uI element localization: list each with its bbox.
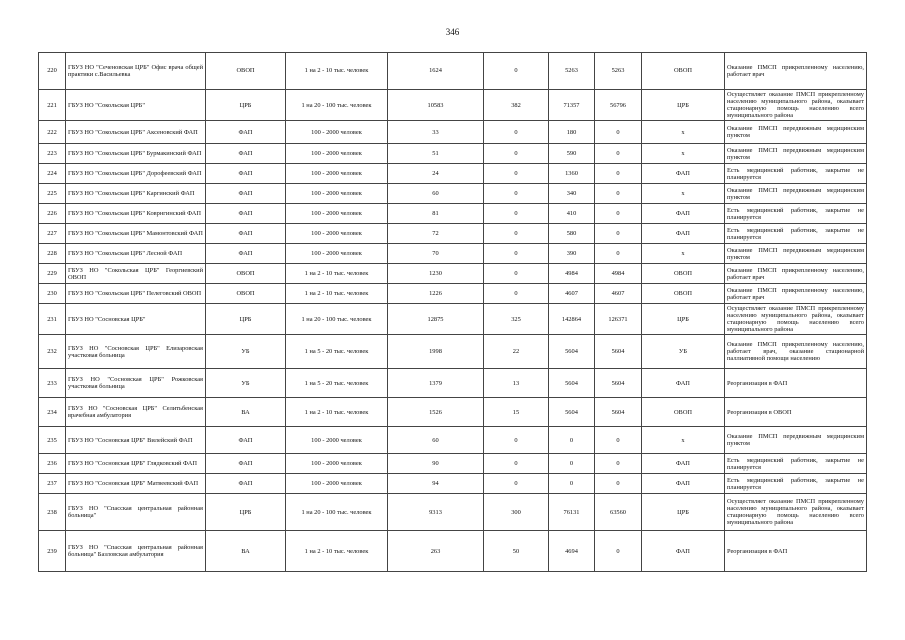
facility-name: ГБУЗ НО "Сокольская ЦРБ" Лесной ФАП bbox=[66, 244, 206, 264]
population-norm: 100 - 2000 человек bbox=[286, 474, 388, 494]
row-number: 224 bbox=[39, 164, 66, 184]
population-norm: 100 - 2000 человек bbox=[286, 144, 388, 164]
registry-table-body bbox=[39, 53, 867, 572]
table-row bbox=[39, 244, 867, 264]
note-cell: Осуществляет оказание ПМСП прикрепленному населению муниципального района, оказывает стационарную помощь населению всего муниципального района bbox=[725, 90, 867, 121]
population-norm: 100 - 2000 человек bbox=[286, 454, 388, 474]
facility-type: УБ bbox=[206, 369, 286, 398]
target-type: ФАП bbox=[642, 531, 725, 572]
table-row bbox=[39, 427, 867, 454]
note-cell: Есть медицинский работник, закрытие не планируется bbox=[725, 164, 867, 184]
population-norm: 1 на 2 - 10 тыс. человек bbox=[286, 284, 388, 304]
value-col-4: 126371 bbox=[595, 304, 642, 335]
value-col-3: 0 bbox=[549, 427, 595, 454]
note-cell: Оказание ПМСП передвижным медицинским пунктом bbox=[725, 144, 867, 164]
target-type: ФАП bbox=[642, 224, 725, 244]
value-col-1: 51 bbox=[388, 144, 484, 164]
facility-name: ГБУЗ НО "Сокольская ЦРБ" Каргинский ФАП bbox=[66, 184, 206, 204]
population-norm: 1 на 5 - 20 тыс. человек bbox=[286, 369, 388, 398]
value-col-1: 263 bbox=[388, 531, 484, 572]
row-number: 238 bbox=[39, 494, 66, 531]
row-number: 226 bbox=[39, 204, 66, 224]
table-row bbox=[39, 121, 867, 144]
facility-name: ГБУЗ НО "Сосновская ЦРБ" bbox=[66, 304, 206, 335]
facility-type: ЦРБ bbox=[206, 494, 286, 531]
value-col-3: 1360 bbox=[549, 164, 595, 184]
value-col-4: 0 bbox=[595, 427, 642, 454]
value-col-3: 0 bbox=[549, 474, 595, 494]
value-col-4: 63560 bbox=[595, 494, 642, 531]
value-col-2: 0 bbox=[484, 144, 549, 164]
value-col-4: 0 bbox=[595, 204, 642, 224]
value-col-4: 5604 bbox=[595, 369, 642, 398]
value-col-2: 0 bbox=[484, 164, 549, 184]
population-norm: 1 на 20 - 100 тыс. человек bbox=[286, 304, 388, 335]
value-col-4: 0 bbox=[595, 531, 642, 572]
value-col-1: 1230 bbox=[388, 264, 484, 284]
facility-type: ОВОП bbox=[206, 264, 286, 284]
population-norm: 1 на 5 - 20 тыс. человек bbox=[286, 335, 388, 369]
table-row bbox=[39, 164, 867, 184]
value-col-1: 81 bbox=[388, 204, 484, 224]
table-row bbox=[39, 184, 867, 204]
value-col-3: 142864 bbox=[549, 304, 595, 335]
value-col-2: 0 bbox=[484, 121, 549, 144]
note-cell: Оказание ПМСП прикрепленному населению, работает врач bbox=[725, 284, 867, 304]
note-cell: Оказание ПМСП передвижным медицинским пунктом bbox=[725, 184, 867, 204]
facility-type: ЦРБ bbox=[206, 304, 286, 335]
target-type: ОВОП bbox=[642, 53, 725, 90]
facility-type: ОВОП bbox=[206, 284, 286, 304]
value-col-1: 9313 bbox=[388, 494, 484, 531]
table-row bbox=[39, 474, 867, 494]
value-col-2: 0 bbox=[484, 204, 549, 224]
note-cell: Оказание ПМСП передвижным медицинским пунктом bbox=[725, 121, 867, 144]
value-col-4: 5263 bbox=[595, 53, 642, 90]
value-col-3: 5604 bbox=[549, 335, 595, 369]
target-type: х bbox=[642, 184, 725, 204]
value-col-2: 0 bbox=[484, 244, 549, 264]
target-type: ФАП bbox=[642, 204, 725, 224]
value-col-2: 300 bbox=[484, 494, 549, 531]
row-number: 230 bbox=[39, 284, 66, 304]
value-col-1: 90 bbox=[388, 454, 484, 474]
table-row bbox=[39, 454, 867, 474]
table-row bbox=[39, 264, 867, 284]
row-number: 232 bbox=[39, 335, 66, 369]
target-type: х bbox=[642, 427, 725, 454]
facility-type: ОВОП bbox=[206, 53, 286, 90]
facility-name: ГБУЗ НО "Сосновская ЦРБ" Вилейский ФАП bbox=[66, 427, 206, 454]
value-col-1: 10583 bbox=[388, 90, 484, 121]
target-type: х bbox=[642, 144, 725, 164]
note-cell: Есть медицинский работник, закрытие не планируется bbox=[725, 474, 867, 494]
facility-type: ВА bbox=[206, 398, 286, 427]
value-col-2: 13 bbox=[484, 369, 549, 398]
facility-name: ГБУЗ НО "Сокольская ЦРБ" Пелеговский ОВОП bbox=[66, 284, 206, 304]
population-norm: 100 - 2000 человек bbox=[286, 224, 388, 244]
target-type: ЦРБ bbox=[642, 494, 725, 531]
facility-name: ГБУЗ НО "Сокольская ЦРБ" Георгиевский ОВОП bbox=[66, 264, 206, 284]
value-col-3: 4694 bbox=[549, 531, 595, 572]
population-norm: 1 на 2 - 10 тыс. человек bbox=[286, 398, 388, 427]
value-col-3: 340 bbox=[549, 184, 595, 204]
row-number: 228 bbox=[39, 244, 66, 264]
value-col-4: 0 bbox=[595, 244, 642, 264]
value-col-1: 72 bbox=[388, 224, 484, 244]
facility-name: ГБУЗ НО "Сеченовская ЦРБ" Офис врача общей практики с.Васильевка bbox=[66, 53, 206, 90]
value-col-1: 70 bbox=[388, 244, 484, 264]
population-norm: 100 - 2000 человек bbox=[286, 427, 388, 454]
value-col-2: 0 bbox=[484, 184, 549, 204]
note-cell: Есть медицинский работник, закрытие не планируется bbox=[725, 454, 867, 474]
population-norm: 100 - 2000 человек bbox=[286, 244, 388, 264]
value-col-4: 56796 bbox=[595, 90, 642, 121]
row-number: 223 bbox=[39, 144, 66, 164]
value-col-1: 1526 bbox=[388, 398, 484, 427]
note-cell: Реорганизация в ФАП bbox=[725, 531, 867, 572]
value-col-2: 0 bbox=[484, 474, 549, 494]
population-norm: 100 - 2000 человек bbox=[286, 164, 388, 184]
note-cell: Оказание ПМСП передвижным медицинским пунктом bbox=[725, 427, 867, 454]
value-col-3: 76131 bbox=[549, 494, 595, 531]
value-col-3: 4607 bbox=[549, 284, 595, 304]
row-number: 229 bbox=[39, 264, 66, 284]
note-cell: Есть медицинский работник, закрытие не планируется bbox=[725, 204, 867, 224]
facility-name: ГБУЗ НО "Сокольская ЦРБ" Бурмакинский ФАП bbox=[66, 144, 206, 164]
value-col-3: 390 bbox=[549, 244, 595, 264]
value-col-2: 22 bbox=[484, 335, 549, 369]
table-row bbox=[39, 90, 867, 121]
facility-type: ФАП bbox=[206, 454, 286, 474]
facility-type: ВА bbox=[206, 531, 286, 572]
row-number: 236 bbox=[39, 454, 66, 474]
table-row bbox=[39, 335, 867, 369]
row-number: 234 bbox=[39, 398, 66, 427]
value-col-4: 4984 bbox=[595, 264, 642, 284]
table-row bbox=[39, 398, 867, 427]
facility-type: ФАП bbox=[206, 427, 286, 454]
value-col-4: 0 bbox=[595, 184, 642, 204]
facility-type: ФАП bbox=[206, 474, 286, 494]
value-col-2: 325 bbox=[484, 304, 549, 335]
table-row bbox=[39, 304, 867, 335]
note-cell: Реорганизация в ФАП bbox=[725, 369, 867, 398]
table-row bbox=[39, 369, 867, 398]
population-norm: 1 на 2 - 10 тыс. человек bbox=[286, 264, 388, 284]
note-cell: Осуществляет оказание ПМСП прикрепленному населению муниципального района, оказывает стационарную помощь населению всего муниципального района bbox=[725, 494, 867, 531]
page-number: 346 bbox=[445, 27, 460, 37]
population-norm: 100 - 2000 человек bbox=[286, 184, 388, 204]
value-col-3: 0 bbox=[549, 454, 595, 474]
facility-type: ФАП bbox=[206, 144, 286, 164]
value-col-1: 1379 bbox=[388, 369, 484, 398]
target-type: ФАП bbox=[642, 474, 725, 494]
target-type: ЦРБ bbox=[642, 90, 725, 121]
table-row bbox=[39, 144, 867, 164]
note-cell: Оказание ПМСП передвижным медицинским пунктом bbox=[725, 244, 867, 264]
value-col-1: 94 bbox=[388, 474, 484, 494]
value-col-2: 0 bbox=[484, 427, 549, 454]
value-col-4: 5604 bbox=[595, 398, 642, 427]
value-col-2: 382 bbox=[484, 90, 549, 121]
facility-name: ГБУЗ НО "Сокольская ЦРБ" Аксеновский ФАП bbox=[66, 121, 206, 144]
facility-name: ГБУЗ НО "Сокольская ЦРБ" Коврнгинский ФАП bbox=[66, 204, 206, 224]
value-col-1: 1226 bbox=[388, 284, 484, 304]
target-type: х bbox=[642, 244, 725, 264]
target-type: ОВОП bbox=[642, 284, 725, 304]
population-norm: 1 на 2 - 10 тыс. человек bbox=[286, 531, 388, 572]
note-cell: Есть медицинский работник, закрытие не планируется bbox=[725, 224, 867, 244]
facility-type: ФАП bbox=[206, 244, 286, 264]
population-norm: 1 на 2 - 10 тыс. человек bbox=[286, 53, 388, 90]
facility-name: ГБУЗ НО "Спасская центральная районная больница" Базловская амбулатория bbox=[66, 531, 206, 572]
target-type: ОВОП bbox=[642, 398, 725, 427]
note-cell: Осуществляет оказание ПМСП прикрепленному населению муниципального района, оказывает стационарную помощь населению всего муниципального района bbox=[725, 304, 867, 335]
row-number: 220 bbox=[39, 53, 66, 90]
value-col-3: 5263 bbox=[549, 53, 595, 90]
value-col-3: 71357 bbox=[549, 90, 595, 121]
note-cell: Оказание ПМСП прикрепленному населению, работает врач, оказание стационарной паллиативной помощи населению bbox=[725, 335, 867, 369]
facility-type: УБ bbox=[206, 335, 286, 369]
value-col-2: 0 bbox=[484, 284, 549, 304]
value-col-4: 0 bbox=[595, 474, 642, 494]
table-row bbox=[39, 204, 867, 224]
population-norm: 100 - 2000 человек bbox=[286, 121, 388, 144]
target-type: х bbox=[642, 121, 725, 144]
target-type: ОВОП bbox=[642, 264, 725, 284]
value-col-1: 12875 bbox=[388, 304, 484, 335]
facility-type: ФАП bbox=[206, 164, 286, 184]
facility-type: ФАП bbox=[206, 224, 286, 244]
facility-name: ГБУЗ НО "Сосновская ЦРБ" Елизаровская участковая больница bbox=[66, 335, 206, 369]
row-number: 231 bbox=[39, 304, 66, 335]
facility-name: ГБУЗ НО "Сосновская ЦРБ" Рожковская участковая больница bbox=[66, 369, 206, 398]
value-col-4: 0 bbox=[595, 164, 642, 184]
value-col-1: 1998 bbox=[388, 335, 484, 369]
value-col-2: 0 bbox=[484, 454, 549, 474]
target-type: ЦРБ bbox=[642, 304, 725, 335]
target-type: ФАП bbox=[642, 454, 725, 474]
value-col-1: 33 bbox=[388, 121, 484, 144]
value-col-4: 5604 bbox=[595, 335, 642, 369]
row-number: 235 bbox=[39, 427, 66, 454]
value-col-3: 580 bbox=[549, 224, 595, 244]
facility-name: ГБУЗ НО "Сосновская ЦРБ" Селитьбенская врачебная амбулатория bbox=[66, 398, 206, 427]
target-type: ФАП bbox=[642, 164, 725, 184]
value-col-4: 0 bbox=[595, 121, 642, 144]
note-cell: Реорганизация в ОВОП bbox=[725, 398, 867, 427]
facility-name: ГБУЗ НО "Сокольская ЦРБ" Дорофеевский ФАП bbox=[66, 164, 206, 184]
value-col-3: 180 bbox=[549, 121, 595, 144]
row-number: 225 bbox=[39, 184, 66, 204]
value-col-4: 0 bbox=[595, 224, 642, 244]
row-number: 233 bbox=[39, 369, 66, 398]
population-norm: 1 на 20 - 100 тыс. человек bbox=[286, 494, 388, 531]
target-type: УБ bbox=[642, 335, 725, 369]
value-col-4: 4607 bbox=[595, 284, 642, 304]
row-number: 222 bbox=[39, 121, 66, 144]
note-cell: Оказание ПМСП прикрепленному населению, работает врач bbox=[725, 264, 867, 284]
facility-type: ФАП bbox=[206, 184, 286, 204]
value-col-3: 410 bbox=[549, 204, 595, 224]
table-row bbox=[39, 494, 867, 531]
value-col-3: 5604 bbox=[549, 369, 595, 398]
target-type: ФАП bbox=[642, 369, 725, 398]
value-col-3: 590 bbox=[549, 144, 595, 164]
value-col-2: 15 bbox=[484, 398, 549, 427]
value-col-1: 1624 bbox=[388, 53, 484, 90]
table-row bbox=[39, 53, 867, 90]
row-number: 237 bbox=[39, 474, 66, 494]
facility-name: ГБУЗ НО "Сокольская ЦРБ" bbox=[66, 90, 206, 121]
table-row bbox=[39, 284, 867, 304]
value-col-2: 0 bbox=[484, 264, 549, 284]
facility-name: ГБУЗ НО "Сосновская ЦРБ" Матвеевский ФАП bbox=[66, 474, 206, 494]
value-col-2: 50 bbox=[484, 531, 549, 572]
row-number: 221 bbox=[39, 90, 66, 121]
value-col-4: 0 bbox=[595, 454, 642, 474]
registry-table bbox=[38, 52, 867, 572]
table-row bbox=[39, 531, 867, 572]
facility-name: ГБУЗ НО "Сокольская ЦРБ" Мамонтовский ФАП bbox=[66, 224, 206, 244]
facility-name: ГБУЗ НО "Спасская центральная районная больница" bbox=[66, 494, 206, 531]
value-col-1: 60 bbox=[388, 427, 484, 454]
value-col-1: 24 bbox=[388, 164, 484, 184]
table-row bbox=[39, 224, 867, 244]
row-number: 239 bbox=[39, 531, 66, 572]
facility-type: ФАП bbox=[206, 121, 286, 144]
value-col-3: 5604 bbox=[549, 398, 595, 427]
note-cell: Оказание ПМСП прикрепленному населению, работает врач bbox=[725, 53, 867, 90]
facility-type: ЦРБ bbox=[206, 90, 286, 121]
row-number: 227 bbox=[39, 224, 66, 244]
value-col-2: 0 bbox=[484, 224, 549, 244]
value-col-1: 60 bbox=[388, 184, 484, 204]
facility-name: ГБУЗ НО "Сосновская ЦРБ" Глядковский ФАП bbox=[66, 454, 206, 474]
population-norm: 100 - 2000 человек bbox=[286, 204, 388, 224]
facility-type: ФАП bbox=[206, 204, 286, 224]
value-col-4: 0 bbox=[595, 144, 642, 164]
value-col-2: 0 bbox=[484, 53, 549, 90]
value-col-3: 4984 bbox=[549, 264, 595, 284]
population-norm: 1 на 20 - 100 тыс. человек bbox=[286, 90, 388, 121]
